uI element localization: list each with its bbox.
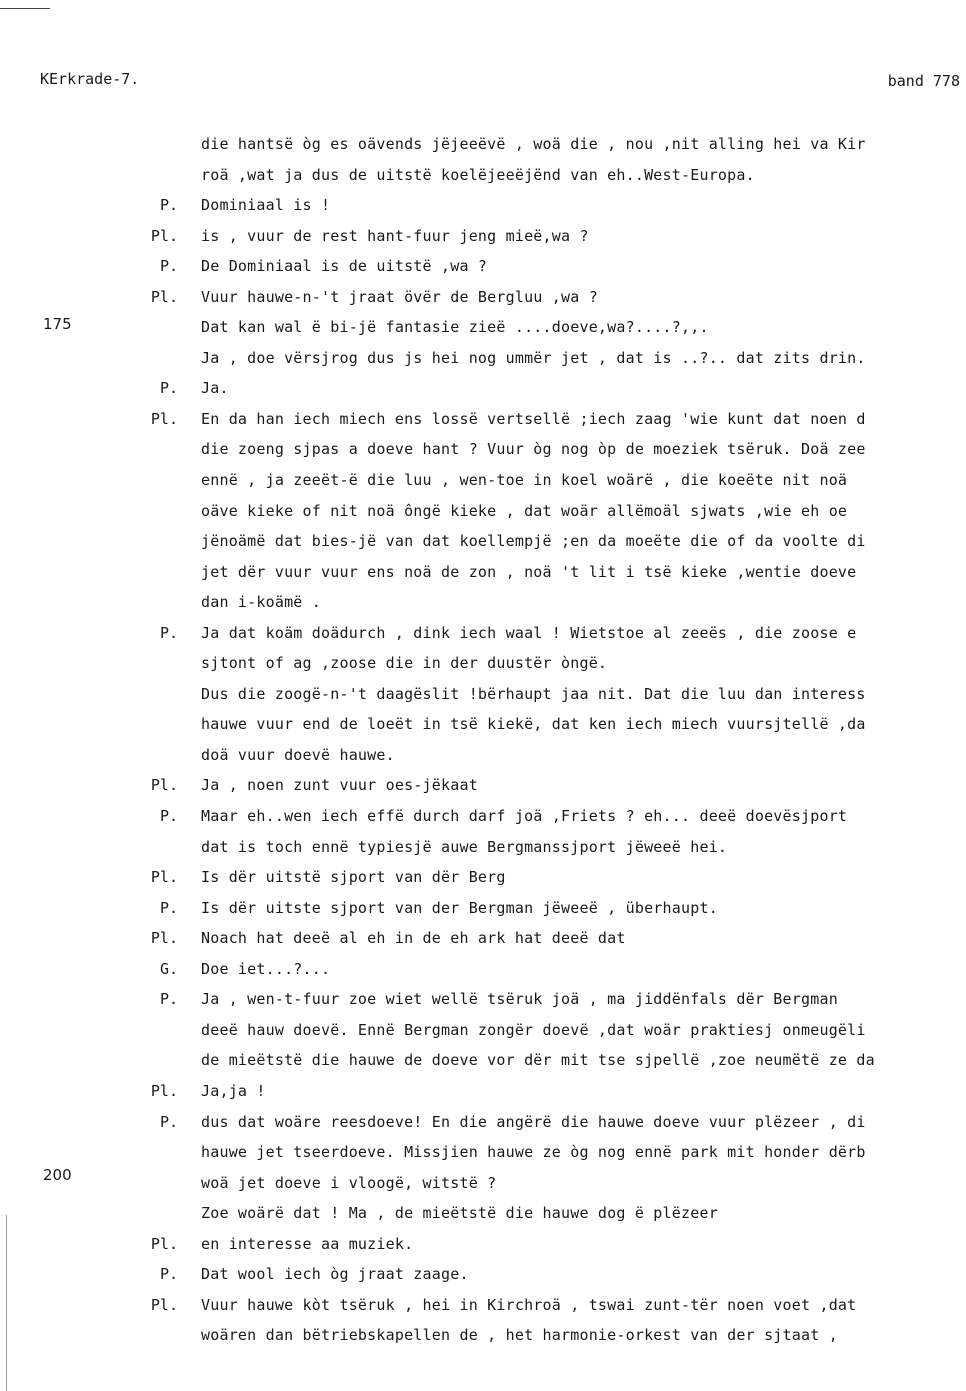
transcript-line [0, 406, 966, 437]
transcript-line [0, 253, 966, 284]
transcript-line [0, 834, 966, 865]
line-text: Zoe woärë dat ! Ma , de mieëtstë die hauwe dog ë plëzeer [201, 1204, 718, 1223]
transcript-line [0, 528, 966, 559]
line-text: de mieëtstë die hauwe de doeve vor dër mit tse sjpellë ,zoe neumëtë ze da [201, 1051, 875, 1070]
speaker-label: Pl. [150, 287, 178, 306]
transcript-line [0, 314, 966, 345]
transcript-line [0, 131, 966, 162]
transcript-line [0, 192, 966, 223]
line-text: sjtont of ag ,zoose die in der duustër òngë. [201, 654, 608, 673]
transcript-line [0, 1322, 966, 1353]
transcript-line [0, 620, 966, 651]
speaker-label: Pl. [150, 776, 178, 795]
line-text: En da han iech miech ens lossë vertsellë ;iech zaag 'wie kunt dat noen d [201, 409, 866, 428]
line-text: Vuur hauwe-n-'t jraat övër de Bergluu ,wa ? [201, 287, 598, 306]
transcript-line [0, 284, 966, 315]
line-text: dus dat woäre reesdoeve! En die angërë die hauwe doeve vuur plëzeer , di [201, 1112, 866, 1131]
speaker-label: Pl. [150, 1081, 178, 1100]
speaker-label: Pl. [150, 1234, 178, 1253]
line-text: is , vuur de rest hant-fuur jeng mieë,wa ? [201, 226, 589, 245]
line-text: ennë , ja zeeët-ë die luu , wen-toe in koel woärë , die koeëte nit noä [201, 471, 848, 490]
line-text: Dus die zoogë-n-'t daagëslit !bërhaupt jaa nit. Dat die luu dan interess [201, 684, 866, 703]
transcript-line [0, 711, 966, 742]
line-text: Dominiaal is ! [201, 196, 331, 215]
line-text: oäve kieke of nit noä ôngë kieke , dat woär allëmoäl sjwats ,wie eh oe [201, 501, 848, 520]
transcript-line [0, 1109, 966, 1140]
line-text: Dat kan wal ë bi-jë fantasie zieë ....doeve,wa?....?,,. [201, 318, 709, 337]
line-text: De Dominiaal is de uitstë ,wa ? [201, 257, 488, 276]
transcript-line [0, 1139, 966, 1170]
transcript-line [0, 498, 966, 529]
speaker-label: G. [159, 959, 178, 978]
speaker-label: P. [159, 1265, 178, 1284]
transcript-line [0, 895, 966, 926]
transcript-line [0, 345, 966, 376]
speaker-label: P. [159, 623, 178, 642]
line-text: doä vuur doevë hauwe. [201, 745, 395, 764]
speaker-label: P. [159, 379, 178, 398]
transcript-line [0, 1047, 966, 1078]
margin-line-number: 175 [43, 315, 72, 333]
line-text: Noach hat deeë al eh in de eh ark hat deeë dat [201, 929, 626, 948]
line-text: Dat wool iech òg jraat zaage. [201, 1265, 469, 1284]
speaker-label: Pl. [150, 226, 178, 245]
speaker-label: P. [159, 990, 178, 1009]
top-rule [0, 8, 50, 9]
line-text: Ja,ja ! [201, 1081, 266, 1100]
transcript-line [0, 772, 966, 803]
line-text: jet dër vuur vuur ens noä de zon , noä 't lit i tsë kieke ,wentie doeve [201, 562, 857, 581]
speaker-label: P. [159, 807, 178, 826]
line-text: Maar eh..wen iech effë durch darf joä ,Friets ? eh... deeë doevësjport [201, 807, 848, 826]
transcript-line [0, 1292, 966, 1323]
line-text: dan i-koämë . [201, 593, 321, 612]
transcript-line [0, 467, 966, 498]
margin-line-number: 200 [43, 1166, 72, 1184]
transcript-line [0, 864, 966, 895]
speaker-label: Pl. [150, 929, 178, 948]
line-text: roä ,wat ja dus de uitstë koelëjeeëjënd van eh..West-Europa. [201, 165, 755, 184]
speaker-label: Pl. [150, 868, 178, 887]
transcript-line [0, 589, 966, 620]
transcript-line [0, 803, 966, 834]
line-text: woären dan bëtriebskapellen de , het harmonie-orkest van der sjtaat , [201, 1326, 838, 1345]
transcript-line [0, 986, 966, 1017]
transcript-body [0, 131, 966, 1353]
transcript-line [0, 681, 966, 712]
transcript-line [0, 1261, 966, 1292]
transcript-line [0, 375, 966, 406]
transcript-line [0, 1017, 966, 1048]
line-text: jënoämë dat bies-jë van dat koellempjë ;en da moeëte die of da voolte di [201, 532, 866, 551]
speaker-label: P. [159, 898, 178, 917]
line-text: deeë hauw doevë. Ennë Bergman zongër doevë ,dat woär praktiesj onmeugëli [201, 1020, 866, 1039]
transcript-line [0, 1078, 966, 1109]
transcript-line [0, 956, 966, 987]
speaker-label: P. [159, 1112, 178, 1131]
line-text: Vuur hauwe kòt tsëruk , hei in Kirchroä , tswai zunt-tër noen voet ,dat [201, 1295, 857, 1314]
line-text: die zoeng sjpas a doeve hant ? Vuur òg nog òp de moeziek tsëruk. Doä zee [201, 440, 866, 459]
transcript-line [0, 436, 966, 467]
transcript-line [0, 650, 966, 681]
line-text: Ja. [201, 379, 229, 398]
speaker-label: Pl. [150, 409, 178, 428]
line-text: Is dër uitste sjport van der Bergman jëweeë , überhaupt. [201, 898, 718, 917]
transcript-line [0, 1231, 966, 1262]
transcript-line [0, 1200, 966, 1231]
transcript-line [0, 742, 966, 773]
transcript-line [0, 559, 966, 590]
line-text: dat is toch ennë typiesjë auwe Bergmanssjport jëweeë hei. [201, 837, 728, 856]
transcript-line [0, 223, 966, 254]
line-text: Ja , noen zunt vuur oes-jëkaat [201, 776, 478, 795]
line-text: Doe iet...?... [201, 959, 331, 978]
speaker-label: Pl. [150, 1295, 178, 1314]
transcript-line [0, 162, 966, 193]
line-text: hauwe vuur end de loeët in tsë kiekë, dat ken iech miech vuursjtellë ,da [201, 715, 866, 734]
line-text: Ja , doe vërsjrog dus js hei nog ummër jet , dat is ..?.. dat zits drin. [201, 348, 866, 367]
transcript-line [0, 925, 966, 956]
line-text: woä jet doeve i vloogë, witstë ? [201, 1173, 497, 1192]
line-text: hauwe jet tseerdoeve. Missjien hauwe ze òg nog ennë park mit honder dërb [201, 1143, 866, 1162]
line-text: Ja dat koäm doädurch , dink iech waal ! Wietstoe al zeeës , die zoose e [201, 623, 857, 642]
line-text: Ja , wen-t-fuur zoe wiet wellë tsëruk joä , ma jiddënfals dër Bergman [201, 990, 838, 1009]
header-title: KErkrade-7. [40, 70, 140, 88]
speaker-label: P. [159, 196, 178, 215]
line-text: die hantsë òg es oävends jëjeeëvë , woä die , nou ,nit alling hei va Kir [201, 135, 866, 153]
speaker-label: P. [159, 257, 178, 276]
line-text: Is dër uitstë sjport van dër Berg [201, 868, 506, 887]
transcript-line [0, 1170, 966, 1201]
header-band-number: band 778 [887, 72, 960, 90]
line-text: en interesse aa muziek. [201, 1234, 414, 1253]
